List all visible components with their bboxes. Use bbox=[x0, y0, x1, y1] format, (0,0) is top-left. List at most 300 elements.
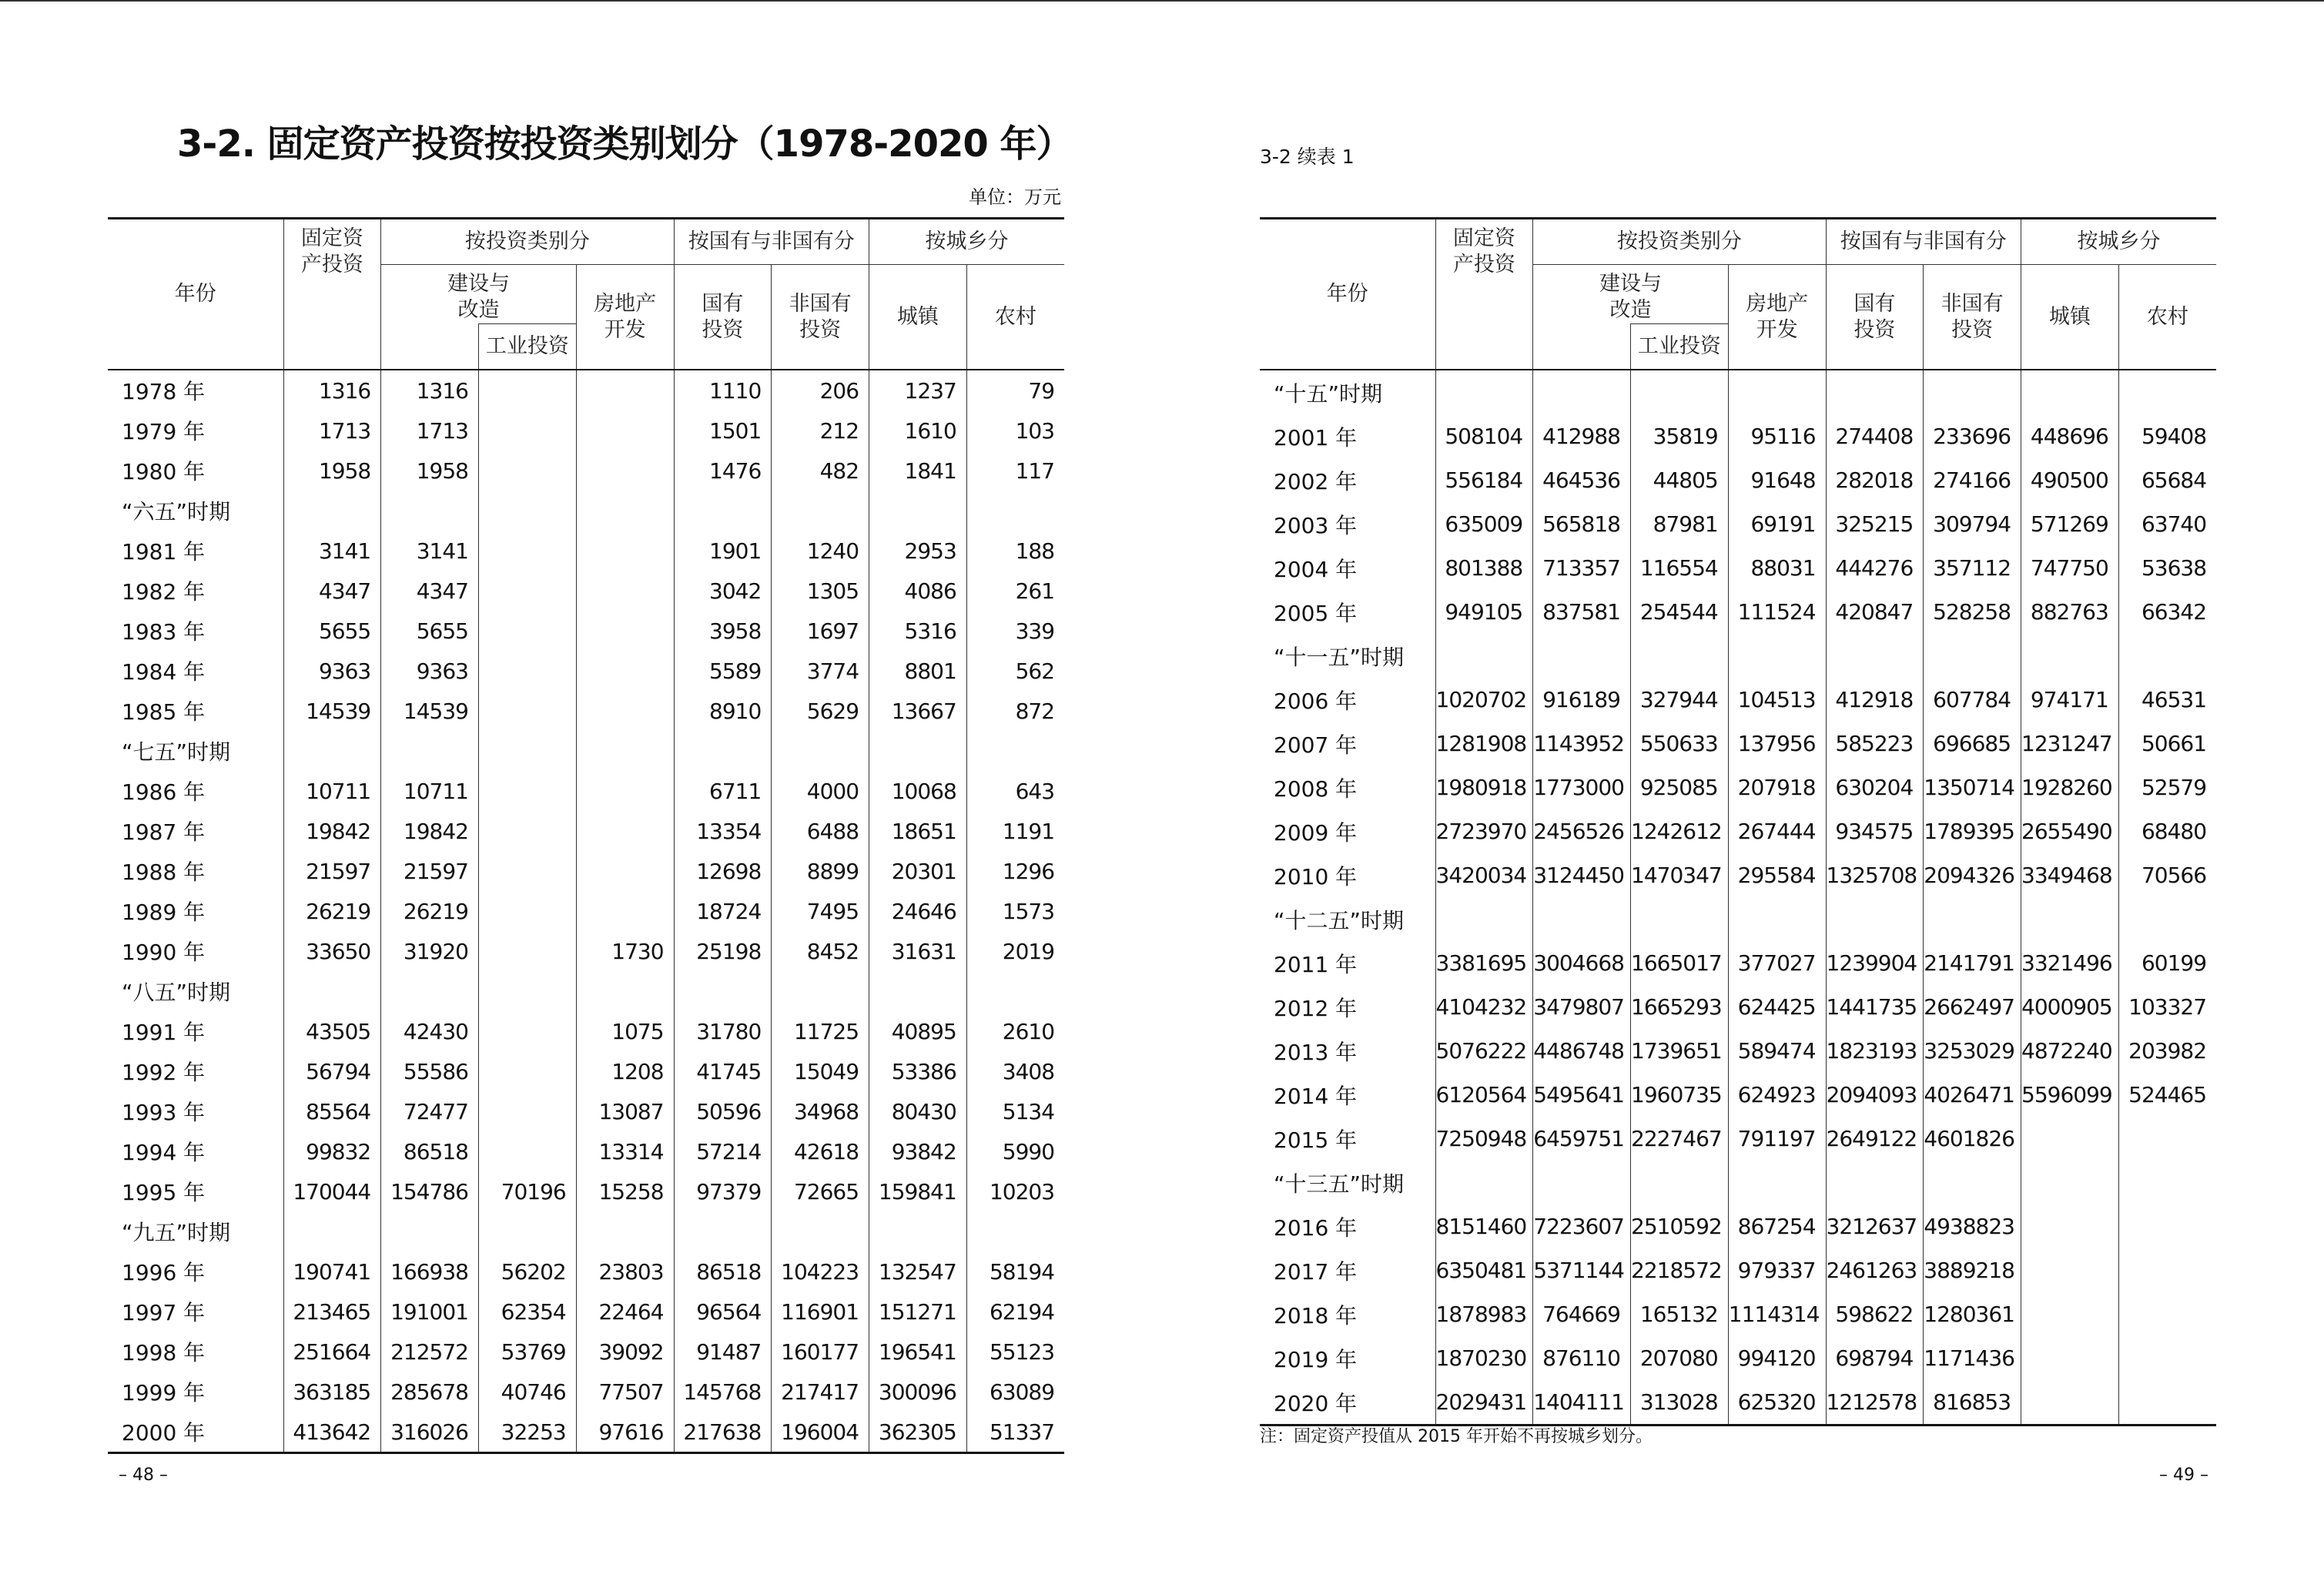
value-cell: 867254 bbox=[1728, 1204, 1826, 1248]
value-cell: 88031 bbox=[1728, 546, 1826, 590]
value-cell: 60199 bbox=[2118, 941, 2216, 985]
value-cell: 132547 bbox=[869, 1251, 967, 1292]
value-cell: 8910 bbox=[674, 691, 772, 731]
value-cell: 696685 bbox=[1924, 722, 2021, 766]
value-cell: 791197 bbox=[1728, 1117, 1826, 1161]
value-cell: 565818 bbox=[1533, 502, 1631, 546]
value-cell: 8452 bbox=[772, 931, 869, 971]
value-cell bbox=[381, 491, 479, 531]
year-cell: 1983 年 bbox=[122, 619, 206, 645]
year-cell: 2004 年 bbox=[1274, 556, 1358, 582]
value-cell: 444276 bbox=[1826, 546, 1924, 590]
value-cell: 1296 bbox=[966, 851, 1064, 891]
value-cell: 1841 bbox=[869, 451, 967, 491]
header-by-ownership: 按国有与非国有分 bbox=[674, 219, 869, 265]
value-cell: 1404111 bbox=[1533, 1380, 1631, 1426]
value-cell bbox=[576, 971, 674, 1011]
value-cell bbox=[576, 731, 674, 771]
value-cell: 4104232 bbox=[1435, 985, 1533, 1029]
value-cell: 698794 bbox=[1826, 1336, 1924, 1380]
value-cell bbox=[1533, 634, 1631, 678]
value-cell: 327944 bbox=[1631, 678, 1729, 722]
value-cell bbox=[1435, 1161, 1533, 1204]
table-row bbox=[108, 931, 1064, 971]
value-cell: 3321496 bbox=[2021, 941, 2119, 985]
value-cell: 93842 bbox=[869, 1131, 967, 1171]
investment-table-left bbox=[108, 217, 1064, 1454]
value-cell: 217638 bbox=[674, 1412, 772, 1453]
table-row bbox=[108, 491, 1064, 531]
value-cell: 6120564 bbox=[1435, 1073, 1533, 1117]
top-border-line bbox=[0, 0, 2324, 2]
table-row bbox=[108, 410, 1064, 451]
table-row bbox=[1260, 897, 2216, 941]
value-cell bbox=[2118, 634, 2216, 678]
value-cell: 3420034 bbox=[1435, 853, 1533, 897]
value-cell bbox=[381, 1211, 479, 1251]
year-cell: 1984 年 bbox=[122, 659, 206, 685]
value-cell: 21597 bbox=[283, 851, 381, 891]
value-cell: 69191 bbox=[1728, 502, 1826, 546]
value-cell bbox=[576, 611, 674, 651]
page-number-right: – 49 – bbox=[2159, 1466, 2208, 1485]
header-industrial: 工业投资 bbox=[479, 324, 577, 370]
value-cell: 2723970 bbox=[1435, 809, 1533, 853]
table-row bbox=[1260, 546, 2216, 590]
value-cell bbox=[2021, 1117, 2119, 1161]
value-cell: 1928260 bbox=[2021, 766, 2119, 809]
value-cell: 9363 bbox=[283, 651, 381, 691]
value-cell: 2029431 bbox=[1435, 1380, 1533, 1426]
value-cell: 5134 bbox=[966, 1091, 1064, 1131]
value-cell: 22464 bbox=[576, 1292, 674, 1332]
value-cell: 550633 bbox=[1631, 722, 1729, 766]
table-row bbox=[1260, 590, 2216, 634]
value-cell: 412918 bbox=[1826, 678, 1924, 722]
value-cell: 25198 bbox=[674, 931, 772, 971]
value-cell: 994120 bbox=[1728, 1336, 1826, 1380]
value-cell: 934575 bbox=[1826, 809, 1924, 853]
value-cell bbox=[1728, 370, 1826, 414]
value-cell: 1305 bbox=[772, 571, 869, 611]
header-year: 年份 bbox=[108, 219, 283, 370]
value-cell bbox=[479, 771, 577, 811]
header-real-estate: 房地产 开发 bbox=[1728, 265, 1826, 370]
year-cell: 1998 年 bbox=[122, 1340, 206, 1365]
year-cell: 2019 年 bbox=[1274, 1346, 1358, 1372]
value-cell bbox=[576, 851, 674, 891]
value-cell bbox=[1728, 1161, 1826, 1204]
value-cell: 117 bbox=[966, 451, 1064, 491]
value-cell: 35819 bbox=[1631, 414, 1729, 458]
table-row bbox=[1260, 1073, 2216, 1117]
value-cell: 31780 bbox=[674, 1011, 772, 1051]
value-cell: 41745 bbox=[674, 1051, 772, 1091]
year-cell: 1978 年 bbox=[122, 379, 206, 404]
year-cell: 1985 年 bbox=[122, 699, 206, 725]
value-cell bbox=[1728, 634, 1826, 678]
value-cell: 274166 bbox=[1924, 458, 2021, 502]
year-cell: 1989 年 bbox=[122, 900, 206, 925]
value-cell bbox=[283, 1211, 381, 1251]
value-cell: 1110 bbox=[674, 370, 772, 410]
table-row bbox=[1260, 766, 2216, 809]
value-cell: 1960735 bbox=[1631, 1073, 1729, 1117]
value-cell: 5596099 bbox=[2021, 1073, 2119, 1117]
value-cell bbox=[674, 1211, 772, 1251]
table-row bbox=[108, 1292, 1064, 1332]
value-cell: 7223607 bbox=[1533, 1204, 1631, 1248]
value-cell: 635009 bbox=[1435, 502, 1533, 546]
value-cell: 59408 bbox=[2118, 414, 2216, 458]
value-cell: 40895 bbox=[869, 1011, 967, 1051]
value-cell: 65684 bbox=[2118, 458, 2216, 502]
value-cell: 77507 bbox=[576, 1372, 674, 1412]
value-cell: 979337 bbox=[1728, 1248, 1826, 1292]
value-cell: 4938823 bbox=[1924, 1204, 2021, 1248]
value-cell bbox=[2118, 1117, 2216, 1161]
value-cell: 212572 bbox=[381, 1332, 479, 1372]
period-label: “七五”时期 bbox=[122, 739, 231, 765]
value-cell: 357112 bbox=[1924, 546, 2021, 590]
table-header bbox=[108, 219, 1064, 370]
value-cell: 5655 bbox=[283, 611, 381, 651]
value-cell: 116901 bbox=[772, 1292, 869, 1332]
table-row bbox=[1260, 1117, 2216, 1161]
year-cell: 1988 年 bbox=[122, 859, 206, 885]
value-cell: 62354 bbox=[479, 1292, 577, 1332]
value-cell bbox=[1435, 634, 1533, 678]
year-cell: 2011 年 bbox=[1274, 951, 1358, 977]
value-cell: 508104 bbox=[1435, 414, 1533, 458]
value-cell: 70566 bbox=[2118, 853, 2216, 897]
header-by-urban-rural: 按城乡分 bbox=[869, 219, 1065, 265]
value-cell: 1730 bbox=[576, 931, 674, 971]
header-by-type: 按投资类别分 bbox=[1533, 219, 1826, 265]
value-cell: 4086 bbox=[869, 571, 967, 611]
value-cell: 46531 bbox=[2118, 678, 2216, 722]
value-cell bbox=[1826, 370, 1924, 414]
value-cell: 949105 bbox=[1435, 590, 1533, 634]
header-fixed-asset: 固定资 产投资 bbox=[1435, 219, 1533, 370]
table-row bbox=[1260, 1380, 2216, 1426]
header-state-owned: 国有 投资 bbox=[1826, 265, 1924, 370]
table-row bbox=[1260, 370, 2216, 414]
header-construction: 建设与 改造 bbox=[1533, 265, 1729, 324]
value-cell: 1280361 bbox=[1924, 1292, 2021, 1336]
value-cell: 79 bbox=[966, 370, 1064, 410]
value-cell: 562 bbox=[966, 651, 1064, 691]
investment-table-right bbox=[1260, 217, 2216, 1426]
value-cell: 4872240 bbox=[2021, 1029, 2119, 1073]
value-cell: 151271 bbox=[869, 1292, 967, 1332]
value-cell bbox=[2021, 1292, 2119, 1336]
value-cell bbox=[576, 451, 674, 491]
header-by-urban-rural: 按城乡分 bbox=[2021, 219, 2217, 265]
table-row bbox=[108, 731, 1064, 771]
value-cell bbox=[576, 571, 674, 611]
value-cell: 66342 bbox=[2118, 590, 2216, 634]
value-cell: 4601826 bbox=[1924, 1117, 2021, 1161]
value-cell: 1476 bbox=[674, 451, 772, 491]
value-cell: 15049 bbox=[772, 1051, 869, 1091]
value-cell: 40746 bbox=[479, 1372, 577, 1412]
year-cell: 2018 年 bbox=[1274, 1302, 1358, 1328]
value-cell: 1242612 bbox=[1631, 809, 1729, 853]
value-cell bbox=[869, 491, 967, 531]
value-cell: 55123 bbox=[966, 1332, 1064, 1372]
table-row bbox=[1260, 1029, 2216, 1073]
value-cell: 2227467 bbox=[1631, 1117, 1729, 1161]
value-cell bbox=[772, 1211, 869, 1251]
table-row bbox=[108, 571, 1064, 611]
value-cell: 6350481 bbox=[1435, 1248, 1533, 1292]
period-label: “八五”时期 bbox=[122, 980, 231, 1005]
value-cell: 190741 bbox=[283, 1251, 381, 1292]
table-body-right bbox=[1260, 370, 2216, 1426]
header-urban: 城镇 bbox=[2021, 265, 2119, 370]
value-cell bbox=[2021, 1204, 2119, 1248]
value-cell bbox=[479, 731, 577, 771]
value-cell bbox=[1435, 897, 1533, 941]
value-cell bbox=[966, 1211, 1064, 1251]
year-cell: 1990 年 bbox=[122, 940, 206, 965]
value-cell bbox=[479, 571, 577, 611]
value-cell: 14539 bbox=[381, 691, 479, 731]
header-fixed-asset: 固定资 产投资 bbox=[283, 219, 381, 370]
year-cell: 1991 年 bbox=[122, 1020, 206, 1045]
table-row bbox=[108, 611, 1064, 651]
table-row bbox=[108, 771, 1064, 811]
header-rural: 农村 bbox=[2118, 265, 2216, 370]
value-cell bbox=[576, 491, 674, 531]
value-cell: 8899 bbox=[772, 851, 869, 891]
value-cell: 1789395 bbox=[1924, 809, 2021, 853]
value-cell: 212 bbox=[772, 410, 869, 451]
value-cell: 309794 bbox=[1924, 502, 2021, 546]
value-cell: 2141791 bbox=[1924, 941, 2021, 985]
value-cell: 2094326 bbox=[1924, 853, 2021, 897]
value-cell: 166938 bbox=[381, 1251, 479, 1292]
value-cell: 104513 bbox=[1728, 678, 1826, 722]
header-non-state: 非国有 投资 bbox=[772, 265, 869, 370]
year-cell: 2009 年 bbox=[1274, 819, 1358, 846]
value-cell: 464536 bbox=[1533, 458, 1631, 502]
value-cell bbox=[2118, 1336, 2216, 1380]
value-cell: 14539 bbox=[283, 691, 381, 731]
value-cell: 2649122 bbox=[1826, 1117, 1924, 1161]
header-industrial: 工业投资 bbox=[1631, 324, 1729, 370]
value-cell: 86518 bbox=[381, 1131, 479, 1171]
value-cell: 57214 bbox=[674, 1131, 772, 1171]
value-cell: 925085 bbox=[1631, 766, 1729, 809]
value-cell: 1870230 bbox=[1435, 1336, 1533, 1380]
value-cell: 316026 bbox=[381, 1412, 479, 1453]
value-cell bbox=[869, 1211, 967, 1251]
value-cell: 420847 bbox=[1826, 590, 1924, 634]
value-cell: 91487 bbox=[674, 1332, 772, 1372]
value-cell: 21597 bbox=[381, 851, 479, 891]
value-cell: 26219 bbox=[283, 891, 381, 931]
year-cell: 1994 年 bbox=[122, 1140, 206, 1165]
value-cell: 3141 bbox=[283, 531, 381, 571]
value-cell: 1739651 bbox=[1631, 1029, 1729, 1073]
value-cell: 413642 bbox=[283, 1412, 381, 1453]
value-cell: 55586 bbox=[381, 1051, 479, 1091]
unit-label: 单位：万元 bbox=[969, 186, 1061, 208]
value-cell: 191001 bbox=[381, 1292, 479, 1332]
value-cell: 624425 bbox=[1728, 985, 1826, 1029]
value-cell: 1773000 bbox=[1533, 766, 1631, 809]
header-construction: 建设与 改造 bbox=[381, 265, 577, 324]
page-title: 3-2. 固定资产投资按投资类别划分（1978-2020 年） bbox=[177, 122, 1073, 166]
header-real-estate: 房地产 开发 bbox=[576, 265, 674, 370]
value-cell: 8801 bbox=[869, 651, 967, 691]
value-cell: 295584 bbox=[1728, 853, 1826, 897]
header-state-owned: 国有 投资 bbox=[674, 265, 772, 370]
year-cell: 1995 年 bbox=[122, 1180, 206, 1205]
value-cell: 104223 bbox=[772, 1251, 869, 1292]
year-cell: 2012 年 bbox=[1274, 995, 1358, 1021]
year-cell: 2002 年 bbox=[1274, 468, 1358, 494]
value-cell bbox=[2118, 1292, 2216, 1336]
value-cell: 2662497 bbox=[1924, 985, 2021, 1029]
value-cell: 1143952 bbox=[1533, 722, 1631, 766]
year-cell: 1987 年 bbox=[122, 819, 206, 845]
table-row bbox=[1260, 458, 2216, 502]
value-cell: 103 bbox=[966, 410, 1064, 451]
value-cell: 1823193 bbox=[1826, 1029, 1924, 1073]
value-cell: 52579 bbox=[2118, 766, 2216, 809]
year-cell: 1996 年 bbox=[122, 1260, 206, 1285]
table-row bbox=[108, 851, 1064, 891]
value-cell: 4347 bbox=[381, 571, 479, 611]
value-cell: 267444 bbox=[1728, 809, 1826, 853]
value-cell: 1239904 bbox=[1826, 941, 1924, 985]
value-cell: 251664 bbox=[283, 1332, 381, 1372]
table-row bbox=[1260, 678, 2216, 722]
value-cell bbox=[1924, 897, 2021, 941]
table-row bbox=[108, 1412, 1064, 1453]
footnote: 注：固定资产投值从 2015 年开始不再按城乡划分。 bbox=[1260, 1427, 1653, 1446]
value-cell bbox=[966, 971, 1064, 1011]
value-cell: 3349468 bbox=[2021, 853, 2119, 897]
continuation-title: 3-2 续表 1 bbox=[1260, 146, 1355, 168]
table-row bbox=[108, 1171, 1064, 1211]
value-cell bbox=[576, 1211, 674, 1251]
table-row bbox=[108, 451, 1064, 491]
value-cell bbox=[772, 491, 869, 531]
value-cell bbox=[1435, 370, 1533, 414]
value-cell: 3212637 bbox=[1826, 1204, 1924, 1248]
year-cell: 2014 年 bbox=[1274, 1083, 1358, 1109]
value-cell: 625320 bbox=[1728, 1380, 1826, 1426]
value-cell: 7250948 bbox=[1435, 1117, 1533, 1161]
value-cell: 56202 bbox=[479, 1251, 577, 1292]
value-cell: 11725 bbox=[772, 1011, 869, 1051]
value-cell: 34968 bbox=[772, 1091, 869, 1131]
value-cell: 5629 bbox=[772, 691, 869, 731]
value-cell: 1665017 bbox=[1631, 941, 1729, 985]
year-cell: 1981 年 bbox=[122, 539, 206, 565]
value-cell: 42430 bbox=[381, 1011, 479, 1051]
value-cell: 3042 bbox=[674, 571, 772, 611]
value-cell: 50661 bbox=[2118, 722, 2216, 766]
table-row bbox=[108, 1211, 1064, 1251]
value-cell bbox=[2021, 370, 2119, 414]
value-cell: 274408 bbox=[1826, 414, 1924, 458]
value-cell bbox=[479, 931, 577, 971]
value-cell: 13667 bbox=[869, 691, 967, 731]
value-cell bbox=[479, 691, 577, 731]
value-cell: 872 bbox=[966, 691, 1064, 731]
table-row bbox=[1260, 502, 2216, 546]
value-cell bbox=[1826, 897, 1924, 941]
value-cell: 3004668 bbox=[1533, 941, 1631, 985]
table-row bbox=[108, 370, 1064, 410]
value-cell: 2510592 bbox=[1631, 1204, 1729, 1248]
value-cell bbox=[479, 1091, 577, 1131]
year-cell: 1992 年 bbox=[122, 1060, 206, 1085]
year-cell: 2017 年 bbox=[1274, 1258, 1358, 1285]
value-cell bbox=[2021, 634, 2119, 678]
year-cell: 2015 年 bbox=[1274, 1127, 1358, 1153]
value-cell bbox=[674, 731, 772, 771]
value-cell bbox=[479, 1131, 577, 1171]
year-cell: 1980 年 bbox=[122, 459, 206, 484]
value-cell: 2461263 bbox=[1826, 1248, 1924, 1292]
header-year: 年份 bbox=[1260, 219, 1435, 370]
value-cell: 598622 bbox=[1826, 1292, 1924, 1336]
value-cell: 58194 bbox=[966, 1251, 1064, 1292]
period-label: “十二五”时期 bbox=[1274, 907, 1405, 933]
value-cell: 1316 bbox=[283, 370, 381, 410]
value-cell: 20301 bbox=[869, 851, 967, 891]
value-cell: 72665 bbox=[772, 1171, 869, 1211]
value-cell bbox=[1631, 370, 1729, 414]
value-cell: 196004 bbox=[772, 1412, 869, 1453]
value-cell: 213465 bbox=[283, 1292, 381, 1332]
value-cell: 643 bbox=[966, 771, 1064, 811]
value-cell: 876110 bbox=[1533, 1336, 1631, 1380]
value-cell bbox=[479, 1211, 577, 1251]
value-cell: 2456526 bbox=[1533, 809, 1631, 853]
table-row bbox=[1260, 634, 2216, 678]
value-cell: 1237 bbox=[869, 370, 967, 410]
value-cell: 3774 bbox=[772, 651, 869, 691]
year-cell: 2013 年 bbox=[1274, 1039, 1358, 1065]
value-cell bbox=[2118, 1204, 2216, 1248]
value-cell: 42618 bbox=[772, 1131, 869, 1171]
header-by-ownership: 按国有与非国有分 bbox=[1826, 219, 2021, 265]
value-cell: 18651 bbox=[869, 811, 967, 851]
value-cell: 4486748 bbox=[1533, 1029, 1631, 1073]
value-cell: 1501 bbox=[674, 410, 772, 451]
value-cell: 160177 bbox=[772, 1332, 869, 1372]
table-row bbox=[108, 1011, 1064, 1051]
value-cell: 528258 bbox=[1924, 590, 2021, 634]
value-cell: 56794 bbox=[283, 1051, 381, 1091]
value-cell bbox=[2021, 1380, 2119, 1426]
value-cell: 6488 bbox=[772, 811, 869, 851]
year-cell: 1999 年 bbox=[122, 1380, 206, 1405]
value-cell: 154786 bbox=[381, 1171, 479, 1211]
table-row bbox=[108, 891, 1064, 931]
value-cell: 8151460 bbox=[1435, 1204, 1533, 1248]
table-body-left bbox=[108, 370, 1064, 1453]
table-row bbox=[1260, 853, 2216, 897]
value-cell: 3253029 bbox=[1924, 1029, 2021, 1073]
